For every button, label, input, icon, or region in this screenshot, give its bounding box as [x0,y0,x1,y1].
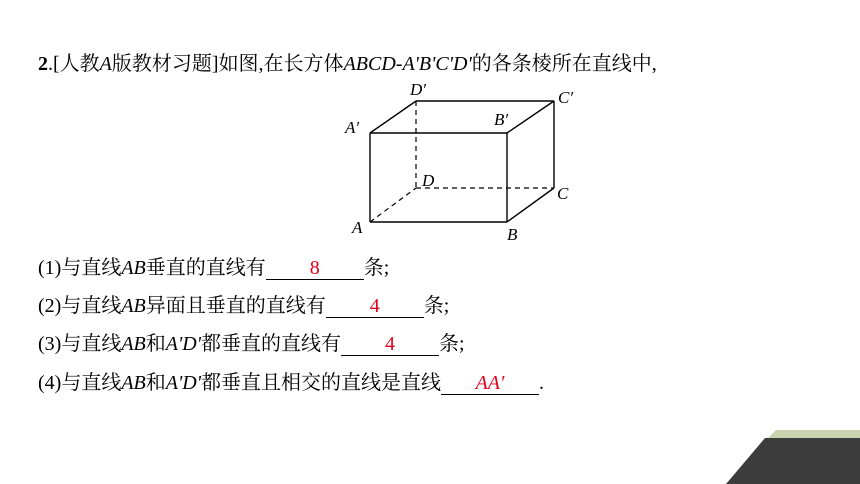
q2-prefix: (2)与直线 [38,295,122,317]
question-2 [38,292,449,320]
q4-line-ab: AB [121,372,146,394]
question-4 [38,369,544,397]
q4-prefix: (4)与直线 [38,372,122,394]
source-bracket-close: ] [211,53,219,75]
deco-light-strip [768,430,860,438]
q2-line-ab: AB [121,295,146,317]
q4-and: 和 [145,372,166,394]
edge-b-c [507,188,554,222]
q3-answer-blank[interactable]: 4 [341,333,439,356]
edge-b1-c1 [507,101,554,133]
problem-dot: . [48,53,53,75]
q1-line-ab: AB [121,257,146,279]
q3-line-ab: AB [121,333,146,355]
q1-prefix: (1)与直线 [38,257,122,279]
deco-dark-block [726,438,860,484]
q3-line-a1d1: A'D' [165,333,201,355]
question-3 [38,330,465,358]
q4-answer-blank[interactable]: AA′ [441,372,539,395]
solid-name: ABCD-A'B'C'D' [343,53,472,75]
stem-post: 的各条棱所在直线中, [471,53,657,75]
cuboid-figure [340,78,590,248]
vertex-label-b: B [507,225,518,244]
question-1 [38,254,389,282]
source-a: A [99,53,112,75]
q4-line-a1d1: A'D' [165,372,201,394]
edge-a1-d1 [370,101,416,133]
q4-text: 都垂直且相交的直线是直线 [200,372,441,394]
vertex-label-d: D [422,171,435,190]
stem-pre: 如图,在长方体 [218,53,344,75]
problem-number: 2 [38,53,48,75]
q3-text: 都垂直的直线有 [200,333,341,355]
q1-text: 垂直的直线有 [145,257,266,279]
hidden-edge-a-d [370,188,416,222]
vertex-label-c1: C′ [558,88,574,107]
vertex-label-d1: D′ [410,80,426,99]
q3-and: 和 [145,333,166,355]
source-post: 版教材习题 [111,53,212,75]
q4-suffix: . [538,372,544,394]
q1-answer-blank[interactable]: 8 [266,257,364,280]
source-bracket-open: [ [53,53,60,75]
vertex-label-b1: B′ [494,110,509,129]
q3-suffix: 条; [438,333,465,355]
q2-suffix: 条; [423,295,450,317]
vertex-label-c: C [557,184,569,203]
q3-prefix: (3)与直线 [38,333,122,355]
vertex-label-a1: A′ [345,118,360,137]
vertex-label-a: A [352,218,363,237]
q2-answer-blank[interactable]: 4 [326,295,424,318]
source-pre: 人教 [59,53,100,75]
q2-text: 异面且垂直的直线有 [145,295,326,317]
problem-stem [38,50,657,78]
q1-suffix: 条; [363,257,390,279]
